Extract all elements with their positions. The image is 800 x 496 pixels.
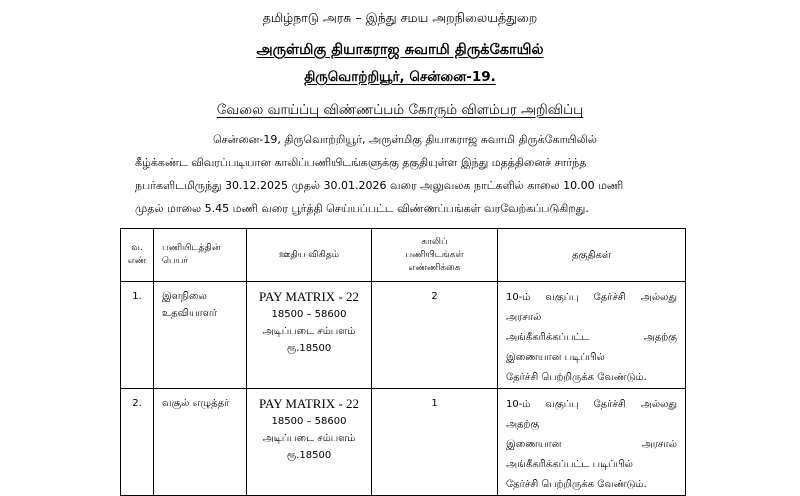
row-pay-scale: 18500 – 58600 <box>271 309 347 320</box>
row-sno <box>121 282 154 389</box>
paragraph-line-2: கீழ்க்கண்ட விவரப்படியான காலிப்பணியிடங்களுக்கு தகுதியுள்ள இந்து மதத்தினைச் சார்ந்த <box>135 156 587 169</box>
department-heading: தமிழ்நாடு அரசு – இந்து சமய அறநிலையத்துறை <box>262 10 538 25</box>
row-post-line: இளநிலை <box>162 291 207 302</box>
header-qualification <box>498 229 686 282</box>
row-qualification <box>498 389 686 496</box>
row-pay-matrix: PAY MATRIX - 22 <box>258 396 360 411</box>
row-qualification-line: இணையான அரசால் அங்கீகரிக்கப்பட்ட படிப்பில் <box>506 439 677 470</box>
temple-place <box>0 69 800 87</box>
row-qualification-line: 10-ம் வகுப்பு தேர்ச்சி அல்லது அரசால் <box>506 292 677 323</box>
row-qualification <box>498 282 686 389</box>
notice-title <box>0 102 800 120</box>
table-header-row <box>121 229 686 282</box>
row-qualification-line: தேர்ச்சி பெற்றிருக்க வேண்டும். <box>506 479 647 490</box>
paragraph-line-4: முதல் மாலை 5.45 மணி வரை பூர்த்தி செய்யப்பட்ட விண்ணப்பங்கள் வரவேற்கப்படுகிறது. <box>135 202 589 215</box>
row-vacancies-text: 2 <box>431 291 438 302</box>
temple-title-text: அருள்மிகு தியாகராஜ சுவாமி திருக்கோயில் <box>256 42 544 58</box>
row-qualification-line: 10-ம் வகுப்பு தேர்ச்சி அல்லது அதற்கு <box>506 399 677 430</box>
header-vacancies <box>372 229 498 282</box>
temple-place-text: திருவொற்றியூர், சென்னை-19. <box>304 69 496 85</box>
table-row <box>121 389 686 496</box>
row-pay-basic-amount: ரூ.18500 <box>286 450 332 461</box>
row-pay <box>247 282 372 389</box>
notice-title-text: வேலை வாய்ப்பு விண்ணப்பம் கோரும் விளம்பர அறிவிப்பு <box>216 102 584 118</box>
table-row <box>121 282 686 389</box>
row-post <box>154 282 247 389</box>
row-pay-basic-label: அடிப்படை சம்பளம் <box>262 433 356 444</box>
row-post-line: உதவியாளர் <box>162 308 218 319</box>
header-pay-line: ஊதிய விகிதம் <box>279 249 339 260</box>
header-sno <box>121 229 154 282</box>
header-post-line: பெயர் <box>162 256 189 266</box>
row-vacancies <box>372 282 498 389</box>
header-vacancies-line: எண்ணிக்கை <box>408 262 461 273</box>
row-qualification-line: அங்கீகரிக்கப்பட்ட அதற்கு இணையான படிப்பில் <box>506 332 677 363</box>
row-pay-basic-label: அடிப்படை சம்பளம் <box>262 326 356 337</box>
header-post-line: பணியிடத்தின் <box>162 243 221 253</box>
header-post <box>154 229 247 282</box>
temple-title <box>0 42 800 60</box>
row-pay-matrix: PAY MATRIX - 22 <box>258 289 360 304</box>
header-pay <box>247 229 372 282</box>
header-qualification-line: தகுதிகள் <box>572 249 611 261</box>
row-pay-basic-amount: ரூ.18500 <box>286 343 332 354</box>
row-post <box>154 389 247 496</box>
row-pay <box>247 389 372 496</box>
row-post-line: வசூல் எழுத்தர் <box>162 398 230 409</box>
header-sno-line: எண் <box>127 256 147 266</box>
row-sno-text: 1. <box>132 291 142 302</box>
header-sno-line: வ. <box>131 243 143 253</box>
row-vacancies-text: 1 <box>431 398 438 409</box>
row-qualification-line: தேர்ச்சி பெற்றிருக்க வேண்டும். <box>506 372 647 383</box>
paragraph-line-3: நபர்களிடமிருந்து 30.12.2025 முதல் 30.01.2026 வரை அலுவலக நாட்களில் காலை 10.00 மணி <box>135 179 624 192</box>
header-vacancies-line: காலிப் <box>421 236 448 247</box>
row-sno-text: 2. <box>132 398 142 409</box>
row-pay-scale: 18500 – 58600 <box>271 416 347 427</box>
row-sno <box>121 389 154 496</box>
paragraph-line-1: சென்னை-19, திருவொற்றியூர், அருள்மிகு தியாகராஜ சுவாமி திருக்கோயிலில் <box>213 133 597 146</box>
row-vacancies <box>372 389 498 496</box>
vacancy-table <box>120 228 686 496</box>
header-vacancies-line: பணியிடங்கள் <box>405 249 464 260</box>
